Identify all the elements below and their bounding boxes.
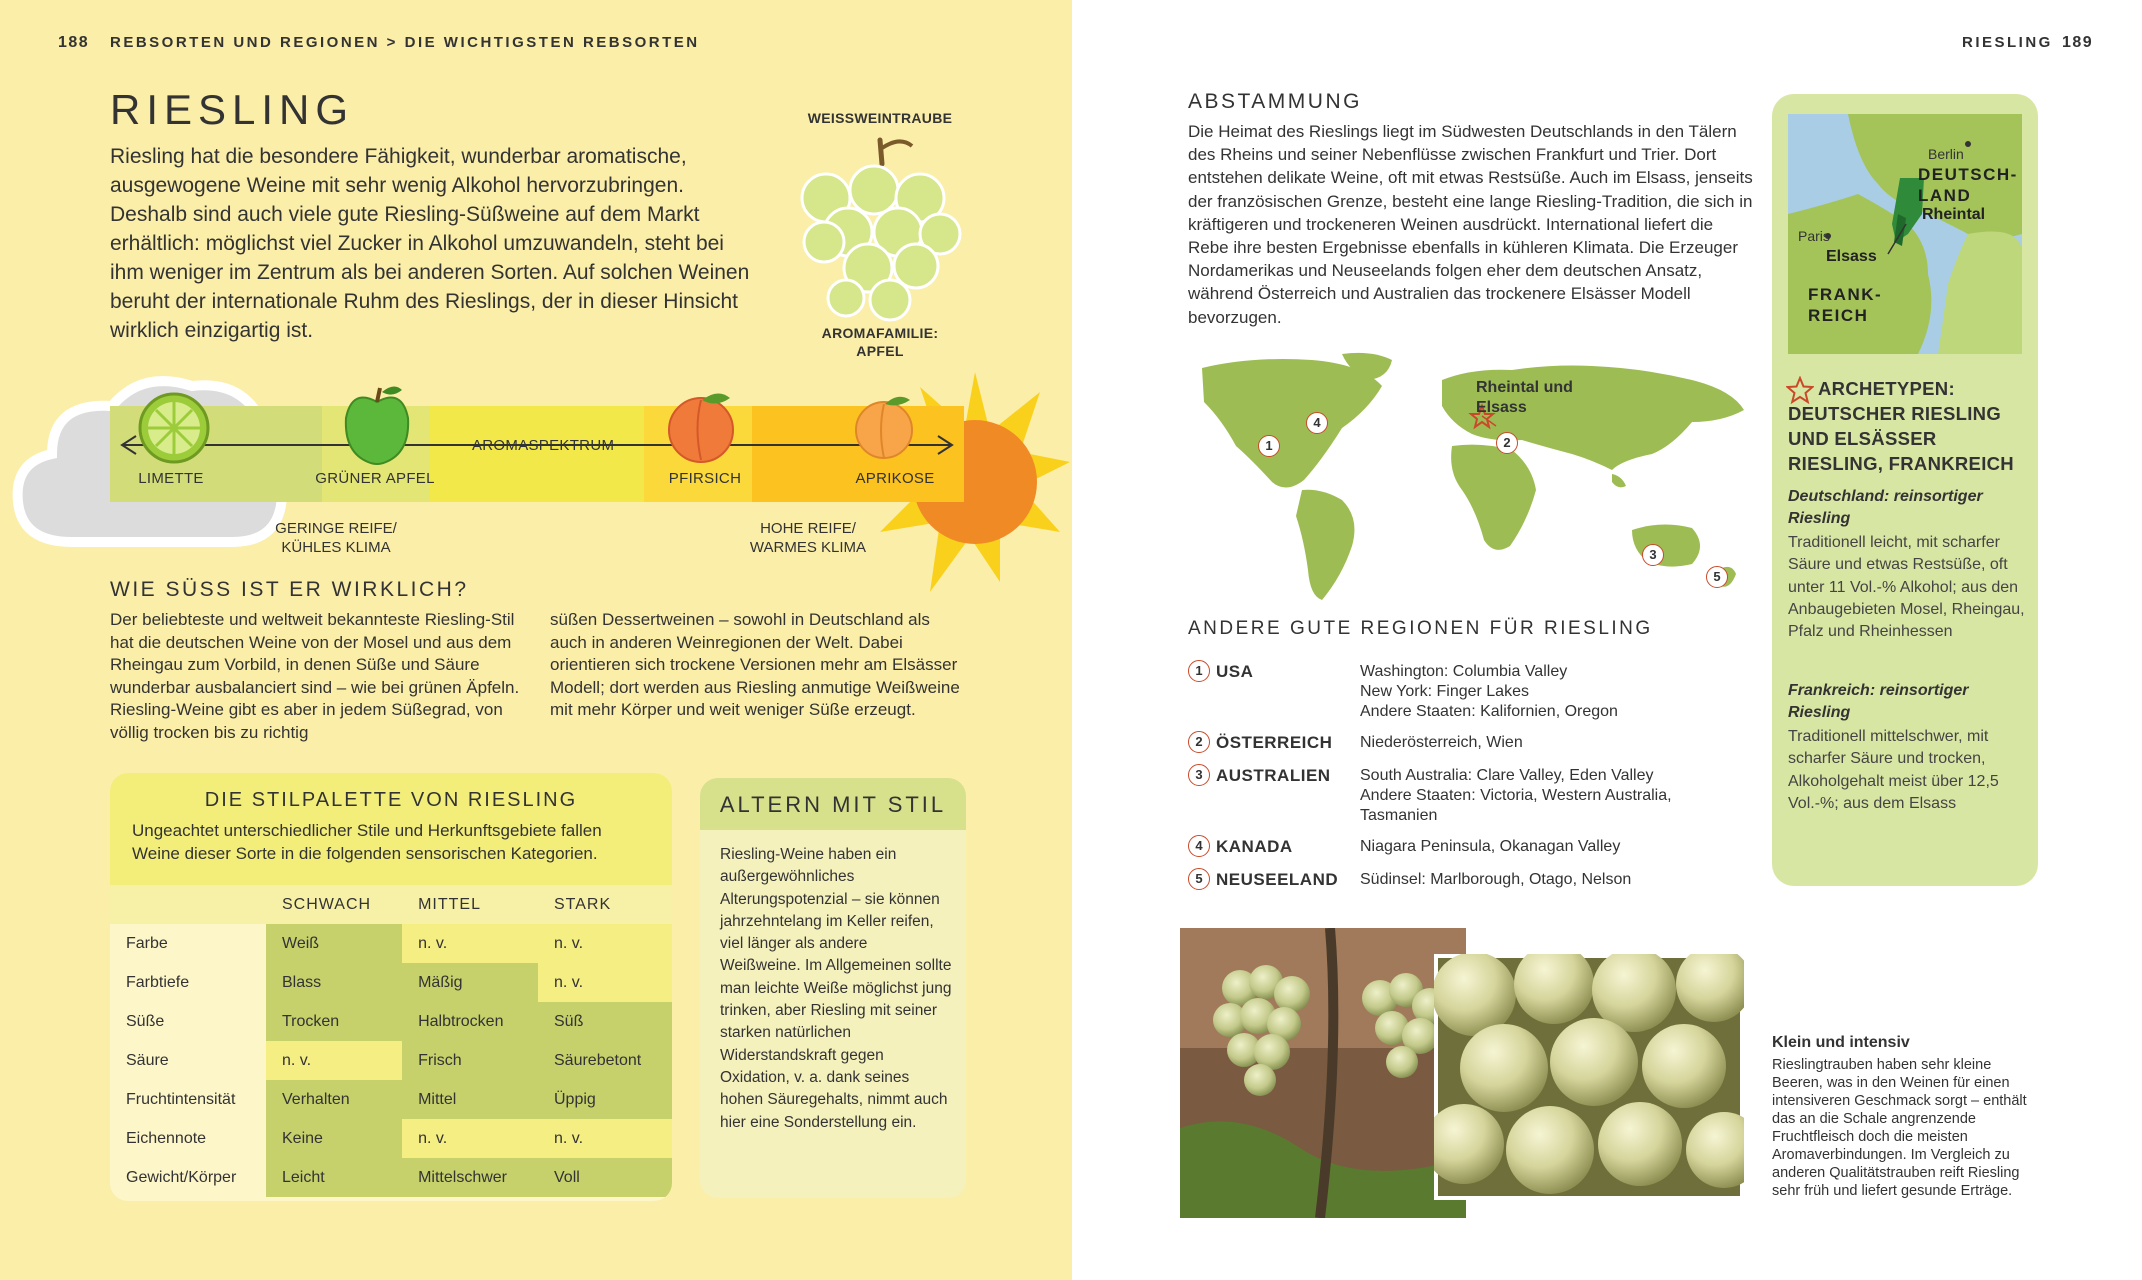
running-head: RIESLING [1962, 34, 2053, 51]
region-detail: Niederösterreich, Wien [1360, 734, 1523, 751]
region-number: 4 [1188, 835, 1210, 857]
region-detail: Niagara Peninsula, Okanagan Valley [1360, 838, 1621, 855]
inset-label-paris: Paris [1798, 228, 1830, 244]
map-marker-5: 5 [1706, 566, 1728, 588]
spectrum-item-apricot: APRIKOSE [855, 470, 935, 487]
table-row: Eichennote Keine n. v. n. v. [110, 1119, 672, 1158]
sweetness-text-col2: süßen Dessertweinen – sowohl in Deutschland als auch in anderen Weinregionen der Welt. Dabei orientieren sich trockene Versionen mehr am Elsässer Modell; dort werden aus Riesling anmutige Weißweine mit mehr Körper und weit weniger Süße erzeugt. [550, 610, 960, 719]
style-palette-table [110, 885, 672, 1197]
style-palette-subtitle: Ungeachtet unterschiedlicher Stile und Herkunftsgebiete fallen Weine dieser Sorte in die folgenden sensorischen Kategorien. [132, 821, 602, 863]
lime-icon [136, 390, 212, 466]
grape-cluster-icon [790, 132, 970, 322]
page-title: RIESLING [110, 86, 355, 133]
origin-text: Die Heimat des Rieslings liegt im Südwesten Deutschlands in den Tälern des Rheins und seiner Nebenflüsse zwischen Frankfurt und Trier. Dort entstehen delikate Weine, oft mit etwas Restsüße. Auch im Elsass, jenseits der französischen Grenze, besteht eine lange Riesling-Tradition, die sich in kräftigeren und trockeneren Weinen ausdrückt. International liefert die Rebe ihre besten Ergebnisse ebenfalls in kühleren Klimata. Die Erzeuger Nordamerikas und Neuseelands folgen eher dem deutschen Ansatz, während Österreich und Australien das trockenere Elsässer Modell bevorzugen. [1188, 122, 1753, 327]
green-apple-icon [342, 382, 412, 466]
spectrum-cool-label: GERINGE REIFE/ KÜHLES KLIMA [275, 520, 397, 556]
spectrum-item-green-apple: GRÜNER APFEL [315, 470, 435, 487]
region-name: USA [1216, 662, 1254, 681]
regions-heading: ANDERE GUTE REGIONEN FÜR RIESLING [1188, 618, 1653, 639]
table-row: Süße Trocken Halbtrocken Süß [110, 1002, 672, 1041]
table-row: Farbtiefe Blass Mäßig n. v. [110, 963, 672, 1002]
peach-icon [664, 388, 738, 464]
region-detail: Washington: Columbia Valley New York: Finger Lakes Andere Staaten: Kalifornien, Oregon [1360, 663, 1618, 720]
spectrum-title: AROMASPEKTRUM [472, 437, 615, 454]
table-row: Farbe Weiß n. v. n. v. [110, 924, 672, 963]
inset-label-elsass: Elsass [1826, 248, 1877, 265]
map-marker-3: 3 [1642, 544, 1664, 566]
region-number: 5 [1188, 868, 1210, 890]
aging-text: Riesling-Weine haben ein außergewöhnliches Alterungspotenzial – sie können jahrzehntelang im Keller reifen, viel länger als andere Weißweine. Im Allgemeinen sollte man leichte Weiße möglichst jung trinken, aber Riesling mit seiner starken natürlichen Widerstandskraft gegen Oxidation, v. a. dank seines hohen Säuregehalts, nimmt auch hier eine Sonderstellung ein. [720, 846, 952, 1131]
world-map [1192, 350, 1752, 610]
archetypes-panel [1772, 94, 2038, 886]
column-header: MITTEL [402, 885, 538, 924]
region-number: 2 [1188, 731, 1210, 753]
region-detail: South Australia: Clare Valley, Eden Valley Andere Staaten: Victoria, Western Australia, Tasmanien [1360, 767, 1672, 824]
origin-heading: ABSTAMMUNG [1188, 90, 1362, 113]
region-number: 1 [1188, 660, 1210, 682]
table-header-row [110, 885, 672, 924]
spectrum-warm-label: HOHE REIFE/ WARMES KLIMA [749, 520, 867, 556]
grape-closeup-photo [1434, 954, 1744, 1200]
sweetness-text-col1: Der beliebteste und weltweit bekannteste Riesling-Stil hat die deutschen Weine von der Mosel und aus dem Rheingau zum Vorbild, in denen Süße und Säure wunderbar ausbalanciert sind – wie bei grünen Äpfeln. Riesling-Weine gibt es aber in jedem Süßegrad, von völlig trocken bis zu richtig [110, 610, 520, 742]
map-marker-1: 1 [1258, 435, 1280, 457]
archetype-de-text: Traditionell leicht, mit scharfer Säure und etwas Restsüße, oft unter 11 Vol.-% Alkohol; aus den Anbaugebieten Mosel, Rheingau, Pfalz und Rheinhessen [1788, 534, 2025, 641]
map-marker-2: 2 [1496, 432, 1518, 454]
style-palette-panel [110, 773, 672, 1201]
caption-text: Rieslingtrauben haben sehr kleine Beeren, was in den Weinen für einen intensiveren Geschmack sorgt – enthält das an die Schale angrenzende Fruchtfleisch doch die meisten Aromaverbindungen. Im Vergleich zu anderen Qualitätstrauben reift Riesling sehr früh und liefert gesunde Erträge. [1772, 1057, 2027, 1199]
right-page [1072, 0, 2142, 1280]
map-label-rheintal: Rheintal und Elsass [1476, 379, 1573, 416]
aging-title: ALTERN MIT STIL [719, 792, 947, 817]
region-number: 3 [1188, 764, 1210, 786]
page-number-right: 189 [2062, 34, 2094, 51]
table-row: Säure n. v. Frisch Säurebetont [110, 1041, 672, 1080]
style-palette-title: DIE STILPALETTE VON RIESLING [204, 789, 578, 811]
breadcrumb: REBSORTEN UND REGIONEN > DIE WICHTIGSTEN REBSORTEN [110, 34, 700, 51]
archetype-fr-text: Traditionell mittelschwer, mit scharfer Säure und trocken, Alkoholgehalt meist über 12,5 Vol.-%; aus dem Elsass [1788, 728, 1999, 812]
region-name: AUSTRALIEN [1216, 766, 1331, 785]
inset-label-berlin: Berlin [1928, 146, 1964, 162]
inset-label-frankreich: FRANK- REICH [1808, 285, 1883, 325]
map-marker-4: 4 [1306, 412, 1328, 434]
vineyard-photo [1180, 928, 1466, 1218]
region-name: ÖSTERREICH [1216, 733, 1333, 752]
apricot-icon [852, 390, 916, 462]
inset-label-rheintal: Rheintal [1922, 206, 1986, 223]
grape-type-label: WEISSWEINTRAUBE [807, 110, 953, 126]
table-row: Fruchtintensität Verhalten Mittel Üppig [110, 1080, 672, 1119]
aging-panel [700, 778, 966, 1198]
archetype-de-heading: Deutschland: reinsortiger Riesling [1788, 488, 1983, 527]
region-name: NEUSEELAND [1216, 870, 1339, 889]
archetypes-title: ARCHETYPEN: DEUTSCHER RIESLING UND ELSÄSSER RIESLING, FRANKREICH [1788, 378, 2014, 474]
archetype-fr-heading: Frankreich: reinsortiger Riesling [1788, 682, 1969, 721]
caption-title: Klein und intensiv [1772, 1034, 1910, 1051]
spectrum-item-peach: PFIRSICH [668, 470, 742, 487]
intro-text: Riesling hat die besondere Fähigkeit, wunderbar aromatische, ausgewogene Weine mit sehr wenig Alkohol hervorzubringen. Deshalb sind auch viele gute Riesling-Süßweine auf dem Markt erhältlich: möglichst viel Zucker in Alkohol umzuwandeln, steht bei ihm weniger im Zentrum als bei anderen Sorten. Auf solchen Weinen beruht der internationale Ruhm des Rieslings, der in dieser Hinsicht wirklich einzigartig ist. [110, 145, 750, 342]
region-name: KANADA [1216, 837, 1293, 856]
table-row: Gewicht/Körper Leicht Mittelschwer Voll [110, 1158, 672, 1197]
page-number-left: 188 [58, 34, 90, 51]
column-header: SCHWACH [266, 885, 402, 924]
spectrum-item-lime: LIMETTE [138, 470, 204, 487]
aroma-family-label: AROMAFAMILIE: APFEL [821, 325, 939, 359]
region-detail: Südinsel: Marlborough, Otago, Nelson [1360, 871, 1632, 888]
inset-label-deutschland: DEUTSCH- LAND [1918, 165, 2018, 205]
column-header: STARK [538, 885, 672, 924]
sweetness-heading: WIE SÜSS IST ER WIRKLICH? [110, 578, 469, 601]
